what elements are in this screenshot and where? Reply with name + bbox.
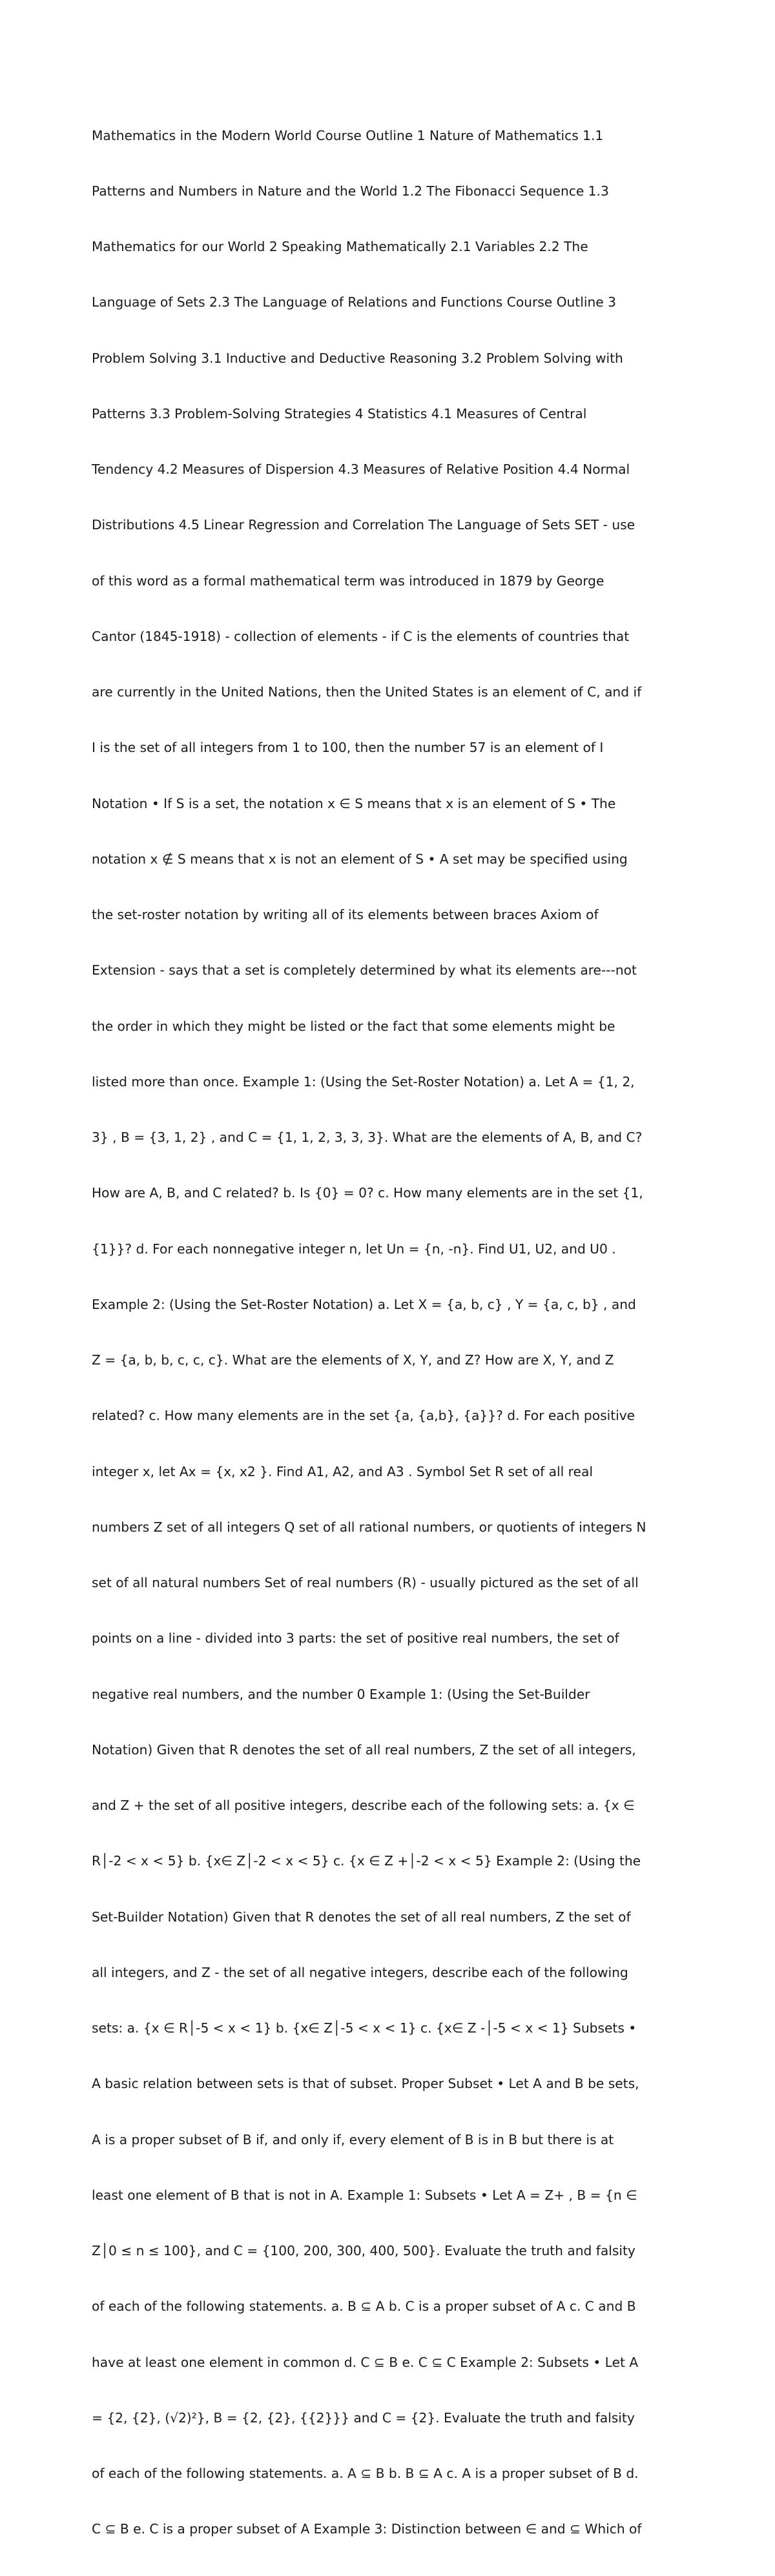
text-line: are currently in the United Nations, then the United States is an element of C, and if xyxy=(92,684,642,700)
text-line: Tendency 4.2 Measures of Dispersion 4.3 Measures of Relative Position 4.4 Normal xyxy=(92,461,630,477)
text-line: notation x ∉ S means that x is not an element of S • A set may be specified using xyxy=(92,851,628,867)
text-line: related? c. How many elements are in the set {a, {a,b}, {a}}? d. For each positive xyxy=(92,1408,636,1424)
text-line: 3} , B = {3, 1, 2} , and C = {1, 1, 2, 3, 3, 3}. What are the elements of A, B, and C? xyxy=(92,1130,643,1145)
document-body-text xyxy=(92,89,692,2576)
text-line: least one element of B that is not in A. Example 1: Subsets • Let A = Z+ , B = {n ∈ xyxy=(92,2187,637,2203)
text-line: Example 2: (Using the Set-Roster Notation) a. Let X = {a, b, c} , Y = {a, c, b} , and xyxy=(92,1296,636,1312)
text-line: set of all natural numbers Set of real numbers (R) - usually pictured as the set of all xyxy=(92,1575,639,1590)
text-line: Language of Sets 2.3 The Language of Relations and Functions Course Outline 3 xyxy=(92,294,616,310)
text-line: and Z + the set of all positive integers, describe each of the following sets: a. {x ∈ xyxy=(92,1798,635,1813)
text-line: of this word as a formal mathematical term was introduced in 1879 by George xyxy=(92,573,604,589)
text-line: integer x, let Ax = {x, x2 }. Find A1, A2, and A3 . Symbol Set R set of all real xyxy=(92,1463,593,1479)
text-line: of each of the following statements. a. B ⊆ A b. C is a proper subset of A c. C and B xyxy=(92,2298,636,2315)
text-line: numbers Z set of all integers Q set of all rational numbers, or quotients of integers N xyxy=(92,1519,646,1535)
text-line: Cantor (1845-1918) - collection of elements - if C is the elements of countries that xyxy=(92,628,630,644)
text-line: Notation) Given that R denotes the set of all real numbers, Z the set of all integers, xyxy=(92,1741,636,1758)
text-line: Z = {a, b, b, c, c, c}. What are the elements of X, Y, and Z? How are X, Y, and Z xyxy=(92,1352,614,1368)
text-line: A basic relation between sets is that of subset. Proper Subset • Let A and B be sets, xyxy=(92,2076,639,2092)
text-line: Notation • If S is a set, the notation x ∈ S means that x is an element of S • The xyxy=(92,795,616,811)
text-line: = {2, {2}, (√2)²}, B = {2, {2}, {{2}}} and C = {2}. Evaluate the truth and falsity xyxy=(92,2409,635,2426)
text-line: R│-2 < x < 5} b. {x∈ Z│-2 < x < 5} c. {x ∈ Z +│-2 < x < 5} Example 2: (Using the xyxy=(92,1853,641,1869)
text-line: points on a line - divided into 3 parts: the set of positive real numbers, the set of xyxy=(92,1630,619,1647)
text-line: I is the set of all integers from 1 to 100, then the number 57 is an element of I xyxy=(92,740,604,756)
text-line: sets: a. {x ∈ R│-5 < x < 1} b. {x∈ Z│-5 < x < 1} c. {x∈ Z -│-5 < x < 1} Subsets • xyxy=(92,2020,637,2036)
text-line: negative real numbers, and the number 0 Example 1: (Using the Set-Builder xyxy=(92,1686,590,1702)
text-line: Z│0 ≤ n ≤ 100}, and C = {100, 200, 300, 400, 500}. Evaluate the truth and falsity xyxy=(92,2243,636,2258)
text-line: listed more than once. Example 1: (Using the Set-Roster Notation) a. Let A = {1, 2, xyxy=(92,1073,635,1090)
text-line: Patterns and Numbers in Nature and the World 1.2 The Fibonacci Sequence 1.3 xyxy=(92,183,609,199)
text-line: How are A, B, and C related? b. Is {0} = 0? c. How many elements are in the set {1, xyxy=(92,1185,643,1201)
text-line: Distributions 4.5 Linear Regression and Correlation The Language of Sets SET - use xyxy=(92,517,636,533)
text-line: Patterns 3.3 Problem-Solving Strategies 4 Statistics 4.1 Measures of Central xyxy=(92,405,587,421)
text-line: Extension - says that a set is completely determined by what its elements are---not xyxy=(92,962,637,979)
text-line: have at least one element in common d. C ⊆ B e. C ⊆ C Example 2: Subsets • Let A xyxy=(92,2354,639,2370)
text-line: Set-Builder Notation) Given that R denotes the set of all real numbers, Z the set of xyxy=(92,1909,631,1925)
text-line: the set-roster notation by writing all of its elements between braces Axiom of xyxy=(92,907,599,922)
text-line: Mathematics for our World 2 Speaking Mathematically 2.1 Variables 2.2 The xyxy=(92,239,588,254)
text-line: of each of the following statements. a. A ⊆ B b. B ⊆ A c. A is a proper subset of B d. xyxy=(92,2466,639,2481)
text-line: the order in which they might be listed or the fact that some elements might be xyxy=(92,1018,615,1034)
text-line: all integers, and Z - the set of all negative integers, describe each of the following xyxy=(92,1964,628,1980)
text-line: A is a proper subset of B if, and only if, every element of B is in B but there is at xyxy=(92,2131,614,2147)
text-line: {1}}? d. For each nonnegative integer n, let Un = {n, -n}. Find U1, U2, and U0 . xyxy=(92,1241,616,1257)
text-line: C ⊆ B e. C is a proper subset of A Example 3: Distinction between ∈ and ⊆ Which of xyxy=(92,2521,642,2537)
text-line: Problem Solving 3.1 Inductive and Deductive Reasoning 3.2 Problem Solving with xyxy=(92,350,623,366)
text-line: Mathematics in the Modern World Course Outline 1 Nature of Mathematics 1.1 xyxy=(92,127,604,143)
